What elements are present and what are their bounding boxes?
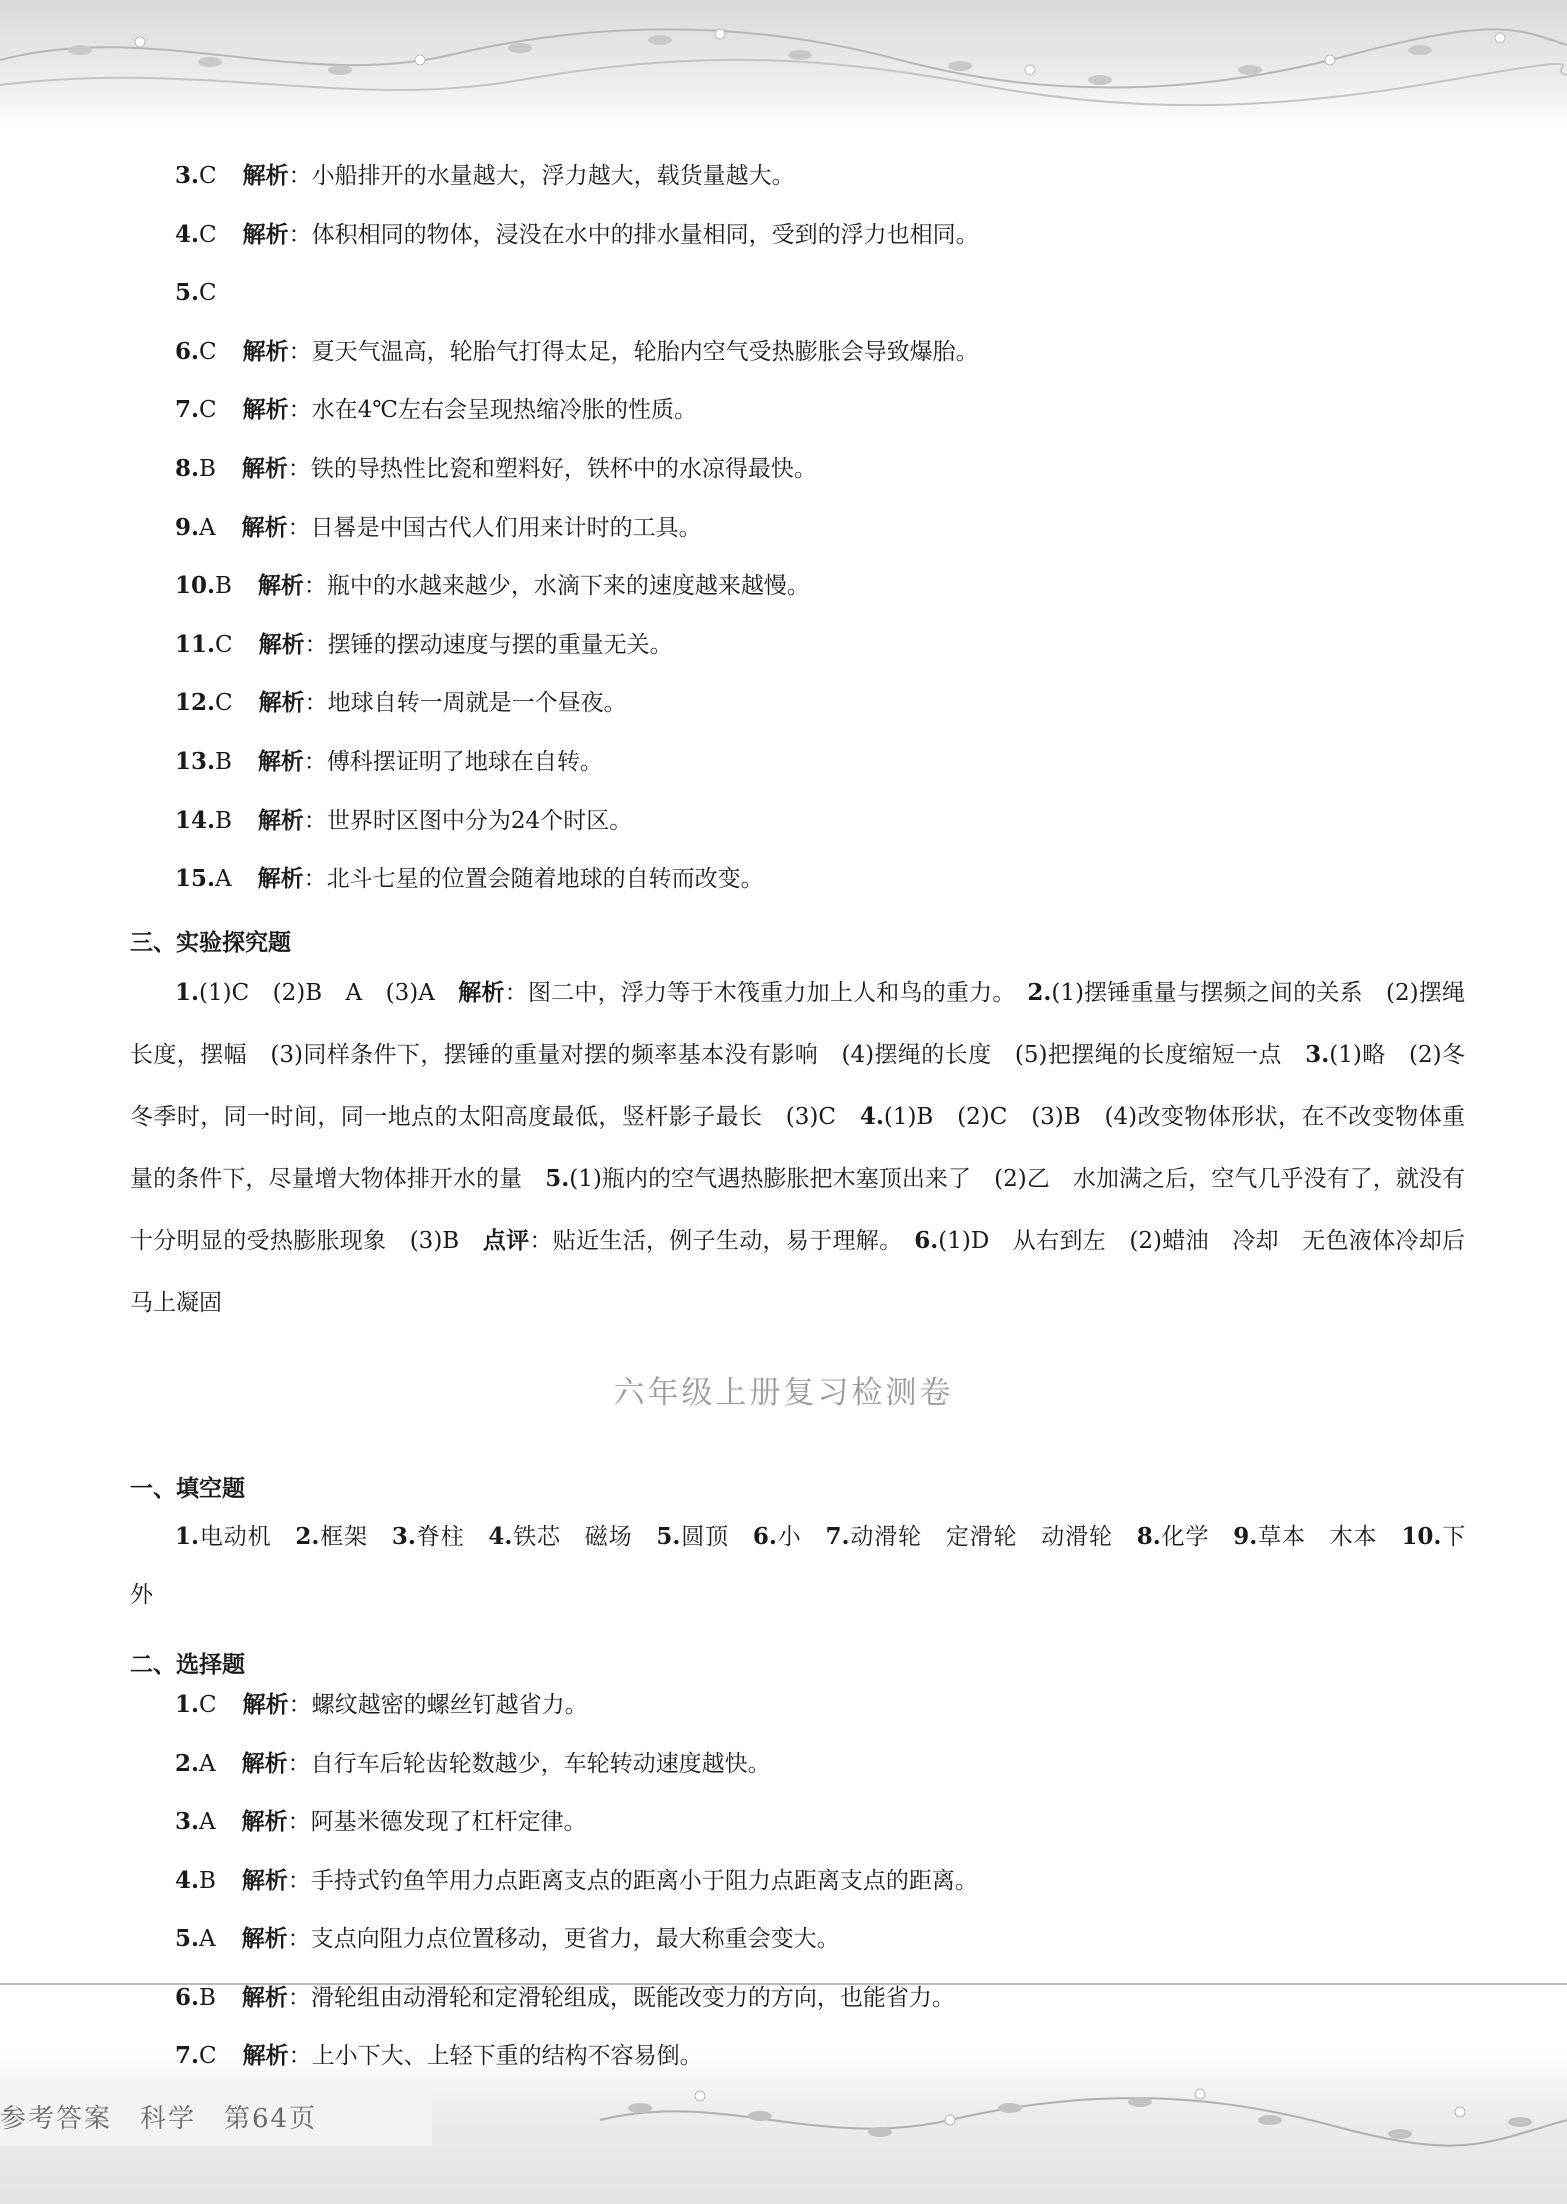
fill-item-text: 电动机 [199,1524,272,1550]
analysis-label: 解析 [242,2042,289,2069]
answer-letter: C [199,1692,217,1718]
fill-item-text: 框架 [319,1524,368,1550]
analysis-text: 傅科摆证明了地球在自转。 [326,749,603,775]
analysis-text: 铁的导热性比瓷和塑料好，铁杯中的水凉得最快。 [310,456,817,482]
question-number: 8. [175,455,200,482]
fill-answers [130,1508,1489,1624]
analysis-text: 滑轮组由动滑轮和定滑轮组成，既能改变力的方向，也能省力。 [310,1984,955,2011]
answer-letter: B [199,1984,216,2011]
analysis-text: 上小下大、上轻下重的结构不容易倒。 [311,2043,703,2069]
fill-item [392,1524,488,1550]
exp-q1-number: 1. [175,979,200,1006]
exp-q1-text: 图二中，浮力等于木筏重力加上人和鸟的重力。 [527,980,1005,1006]
fill-item-number: 6. [752,1523,777,1550]
choice-heading: 二、选择题 [130,1651,245,1678]
answer-letter: A [215,866,232,893]
choice-line: 11.C 解析：摆锤的摆动速度与摆的重量无关。 [175,630,673,658]
fill-item [295,1524,391,1550]
analysis-label: 解析 [241,1866,288,1894]
fill-item-number: 8. [1136,1523,1161,1550]
fill-item-text: 动滑轮 定滑轮 动滑轮 [849,1524,1113,1550]
analysis-label: 解析 [257,865,304,893]
fill-item-number: 5. [656,1523,681,1550]
analysis-label: 解析 [242,1691,289,1718]
exp-q5-number: 5. [545,1165,570,1192]
choice-line: 3.C 解析：小船排开的水量越大，浮力越大，载货量越大。 [175,162,795,189]
section-title: 六年级上册复习检测卷 [613,1375,954,1411]
exp-q5-text: 贴近生活，例子生动，易于理解。 [552,1228,891,1254]
exp-q2-answer: (1)摆锤重量与摆频之间的关系 (2)摆绳长度，摆幅 (3)同样条件下，摆锤的重量对摆的频率基本没有影响 (4)摆绳的长度 (5)把摆绳的长度缩短一点 [130,980,1466,1068]
fill-item-number: 3. [391,1523,416,1550]
fill-item-number: 2. [295,1523,320,1550]
choice-line: 9.A 解析：日晷是中国古代人们用来计时的工具。 [175,513,702,541]
analysis-text: 日晷是中国古代人们用来计时的工具。 [310,514,702,541]
analysis-label: 解析 [242,396,289,424]
fill-item-text: 圆顶 [680,1524,729,1550]
fill-heading: 一、填空题 [130,1475,245,1502]
exp-q2-number: 2. [1027,979,1052,1006]
choice-line: 14.B 解析：世界时区图中分为24个时区。 [175,806,633,834]
question-number: 15. [175,865,216,893]
experiment-answers: 1.(1)C (2)B A (3)A 解析：图二中，浮力等于木筏重力加上人和鸟的重力。 2.(1)摆锤重量与摆频之间的关系 (2)摆绳长度，摆幅 (3)同样条件下，摆锤的重量对摆的频率基本没有影响 (4)摆绳的长度 (5)把摆绳的长度缩短一点 3.(1)略 (2)冬 冬季时，同一时间，同一地点的太阳高度最低，竖杆影子最长 (3)C 4.(1)B (2)C (3)B (4)改变物体形状，在不改变物体重量的条件下，尽量增大物体排开水的量 5.(1)瓶内的空气遇热膨胀把木塞顶出来了 (2)乙 水加满之后，空气几乎没有了，就没有十分明显的受热膨胀现象 (3)B 点评：贴近生活，例子生动，易于理解。 6.(1)D 从右到左 (2)蜡油 冷却 无色液体冷却后马上凝固 [130,979,1488,1316]
answer-letter: C [199,163,217,189]
question-number: 2. [175,1749,200,1777]
question-number: 6. [175,337,200,365]
question-number: 3. [175,162,200,189]
fill-item [753,1524,826,1550]
fill-item-number: 4. [488,1523,513,1550]
top-decorative-banner [0,0,1567,130]
exp-q1-label: 解析 [458,979,505,1006]
fill-items [130,1524,1401,1550]
answer-letter: C [215,690,233,717]
analysis-text: 自行车后轮齿轮数越少，车轮转动速度越快。 [310,1750,771,1777]
answer-letter: B [215,807,232,834]
fill-item-10-number: 10. [1401,1523,1442,1550]
choice-line: 8.B 解析：铁的导热性比瓷和塑料好，铁杯中的水凉得最快。 [175,455,817,482]
analysis-label: 解析 [241,513,288,541]
fill-item-number: 1. [175,1523,200,1550]
answer-letter: A [199,1750,216,1777]
analysis-label: 解析 [242,162,289,189]
analysis-label: 解析 [258,689,305,717]
analysis-label: 解析 [258,630,305,658]
analysis-text: 瓶中的水越来越少，水滴下来的速度越来越慢。 [326,573,810,600]
choice-line: 1.C 解析：螺纹越密的螺丝钉越省力。 [175,1691,588,1718]
fill-item [1137,1524,1233,1550]
analysis-text: 夏天气温高，轮胎气打得太足，轮胎内空气受热膨胀会导致爆胎。 [311,338,979,365]
exp-q3-answer: (1)略 (2)冬 冬季时，同一时间，同一地点的太阳高度最低，竖杆影子最长 (3)C [130,1042,1488,1130]
analysis-label: 解析 [257,806,304,834]
choice-line: 10.B 解析：瓶中的水越来越少，水滴下来的速度越来越慢。 [175,572,810,600]
choice-line: 6.C 解析：夏天气温高，轮胎气打得太足，轮胎内空气受热膨胀会导致爆胎。 [175,337,979,365]
question-number: 3. [175,1808,200,1835]
question-number: 13. [175,748,216,775]
experiment-heading: 三、实验探究题 [130,929,291,956]
analysis-text: 世界时区图中分为24个时区。 [326,807,633,834]
analysis-label: 解析 [257,748,304,775]
analysis-text: 水在4℃左右会呈现热缩冷胀的性质。 [311,397,697,424]
choice-line: 12.C 解析：地球自转一周就是一个昼夜。 [175,689,627,717]
fill-item-text: 草本 木本 [1257,1524,1378,1550]
analysis-text: 体积相同的物体，浸没在水中的排水量相同，受到的浮力也相同。 [311,221,979,248]
fill-item-text: 化学 [1160,1524,1210,1550]
choice-line: 7.C 解析：水在4℃左右会呈现热缩冷胀的性质。 [175,396,697,424]
answer-letter: C [215,631,233,658]
question-number: 7. [175,2042,200,2069]
answer-letter: A [199,1926,216,1952]
question-number: 4. [175,220,200,248]
choice-line: 4.C 解析：体积相同的物体，浸没在水中的排水量相同，受到的浮力也相同。 [175,220,979,248]
choice-line: 13.B 解析：傅科摆证明了地球在自转。 [175,748,603,775]
fill-item [656,1524,752,1550]
exp-q3-number: 3. [1305,1041,1330,1068]
analysis-text: 支点向阻力点位置移动，更省力，最大称重会变大。 [310,1926,840,1952]
exp-q4-answer: (1)B (2)C (3)B (4)改变物体形状，在不改变物体重量的条件下，尽量增大物体排开水的量 [130,1104,1465,1192]
vine-pattern-top [0,0,1567,130]
fill-item [826,1524,1137,1550]
analysis-label: 解析 [241,455,288,482]
exp-q4-number: 4. [859,1103,884,1130]
question-number: 6. [175,1983,200,2011]
exp-q1-answer: (1)C (2)B A (3)A [199,980,435,1006]
question-number: 5. [175,279,200,307]
analysis-label: 解析 [241,1983,288,2011]
answer-letter: B [215,573,232,600]
analysis-label: 解析 [257,572,304,600]
analysis-text: 小船排开的水量越大，浮力越大，载货量越大。 [311,163,795,189]
answer-letter: C [199,221,217,248]
analysis-label: 解析 [242,220,289,248]
answer-letter: B [215,749,232,775]
fill-item-text: 小 [776,1524,802,1550]
question-number: 11. [175,630,216,658]
analysis-text: 螺纹越密的螺丝钉越省力。 [311,1692,588,1718]
footer-page-label: 参考答案 科学 第64页 [0,2104,318,2134]
exp-q5-label: 点评 [482,1227,530,1254]
answer-letter: A [199,1809,216,1835]
question-number: 14. [175,806,216,834]
analysis-text: 手持式钓鱼竿用力点距离支点的距离小于阻力点距离支点的距离。 [310,1867,978,1894]
choice-line: 5.A 解析：支点向阻力点位置移动，更省力，最大称重会变大。 [175,1925,840,1952]
analysis-label: 解析 [241,1749,288,1777]
fill-item [1233,1524,1401,1550]
question-number: 9. [175,513,200,541]
answer-letter: C [199,397,217,424]
analysis-text: 北斗七星的位置会随着地球的自转而改变。 [326,866,764,893]
answer-letter: B [199,456,216,482]
answer-letter: C [199,2043,217,2069]
question-number: 7. [175,396,200,424]
exp-q5-answer: (1)瓶内的空气遇热膨胀把木塞顶出来了 (2)乙 水加满之后，空气几乎没有了，就没有十分明显的受热膨胀现象 (3)B [130,1166,1466,1254]
choice-line: 2.A 解析：自行车后轮齿轮数越少，车轮转动速度越快。 [175,1749,771,1777]
fill-item-number: 7. [825,1523,850,1550]
analysis-text: 阿基米德发现了杠杆定律。 [310,1809,587,1835]
fill-item [488,1524,656,1550]
fill-item-text: 铁芯 磁场 [512,1524,633,1550]
analysis-text: 摆锤的摆动速度与摆的重量无关。 [327,631,673,658]
choice-line [175,278,217,308]
fill-item-number: 9. [1233,1523,1258,1550]
exp-q6-answer: (1)D 从右到左 (2)蜡油 冷却 无色液体冷却后马上凝固 [130,1228,1466,1316]
answer-letter: C [199,280,217,307]
question-number: 12. [175,689,216,717]
question-number: 5. [175,1925,200,1952]
choice-line: 7.C 解析：上小下大、上轻下重的结构不容易倒。 [175,2042,703,2069]
question-number: 1. [175,1691,200,1718]
analysis-label: 解析 [241,1925,288,1952]
answer-letter: B [199,1867,216,1894]
analysis-label: 解析 [241,1808,288,1835]
fill-item-text: 脊柱 [415,1524,465,1550]
analysis-label: 解析 [242,337,289,365]
choice-line: 3.A 解析：阿基米德发现了杠杆定律。 [175,1808,587,1835]
answer-letter: A [199,514,216,541]
choice-line: 4.B 解析：手持式钓鱼竿用力点距离支点的距离小于阻力点距离支点的距离。 [175,1866,978,1894]
question-number: 10. [175,572,216,600]
choice-line: 6.B 解析：滑轮组由动滑轮和定滑轮组成，既能改变力的方向，也能省力。 [175,1983,955,2011]
question-number: 4. [175,1866,200,1894]
answer-letter: C [199,338,217,365]
fill-item [175,1524,295,1550]
fill-item-10-text: 下 外 [130,1524,1489,1608]
choice-line: 15.A 解析：北斗七星的位置会随着地球的自转而改变。 [175,865,764,893]
exp-q6-number: 6. [914,1227,939,1254]
analysis-text: 地球自转一周就是一个昼夜。 [327,690,627,717]
